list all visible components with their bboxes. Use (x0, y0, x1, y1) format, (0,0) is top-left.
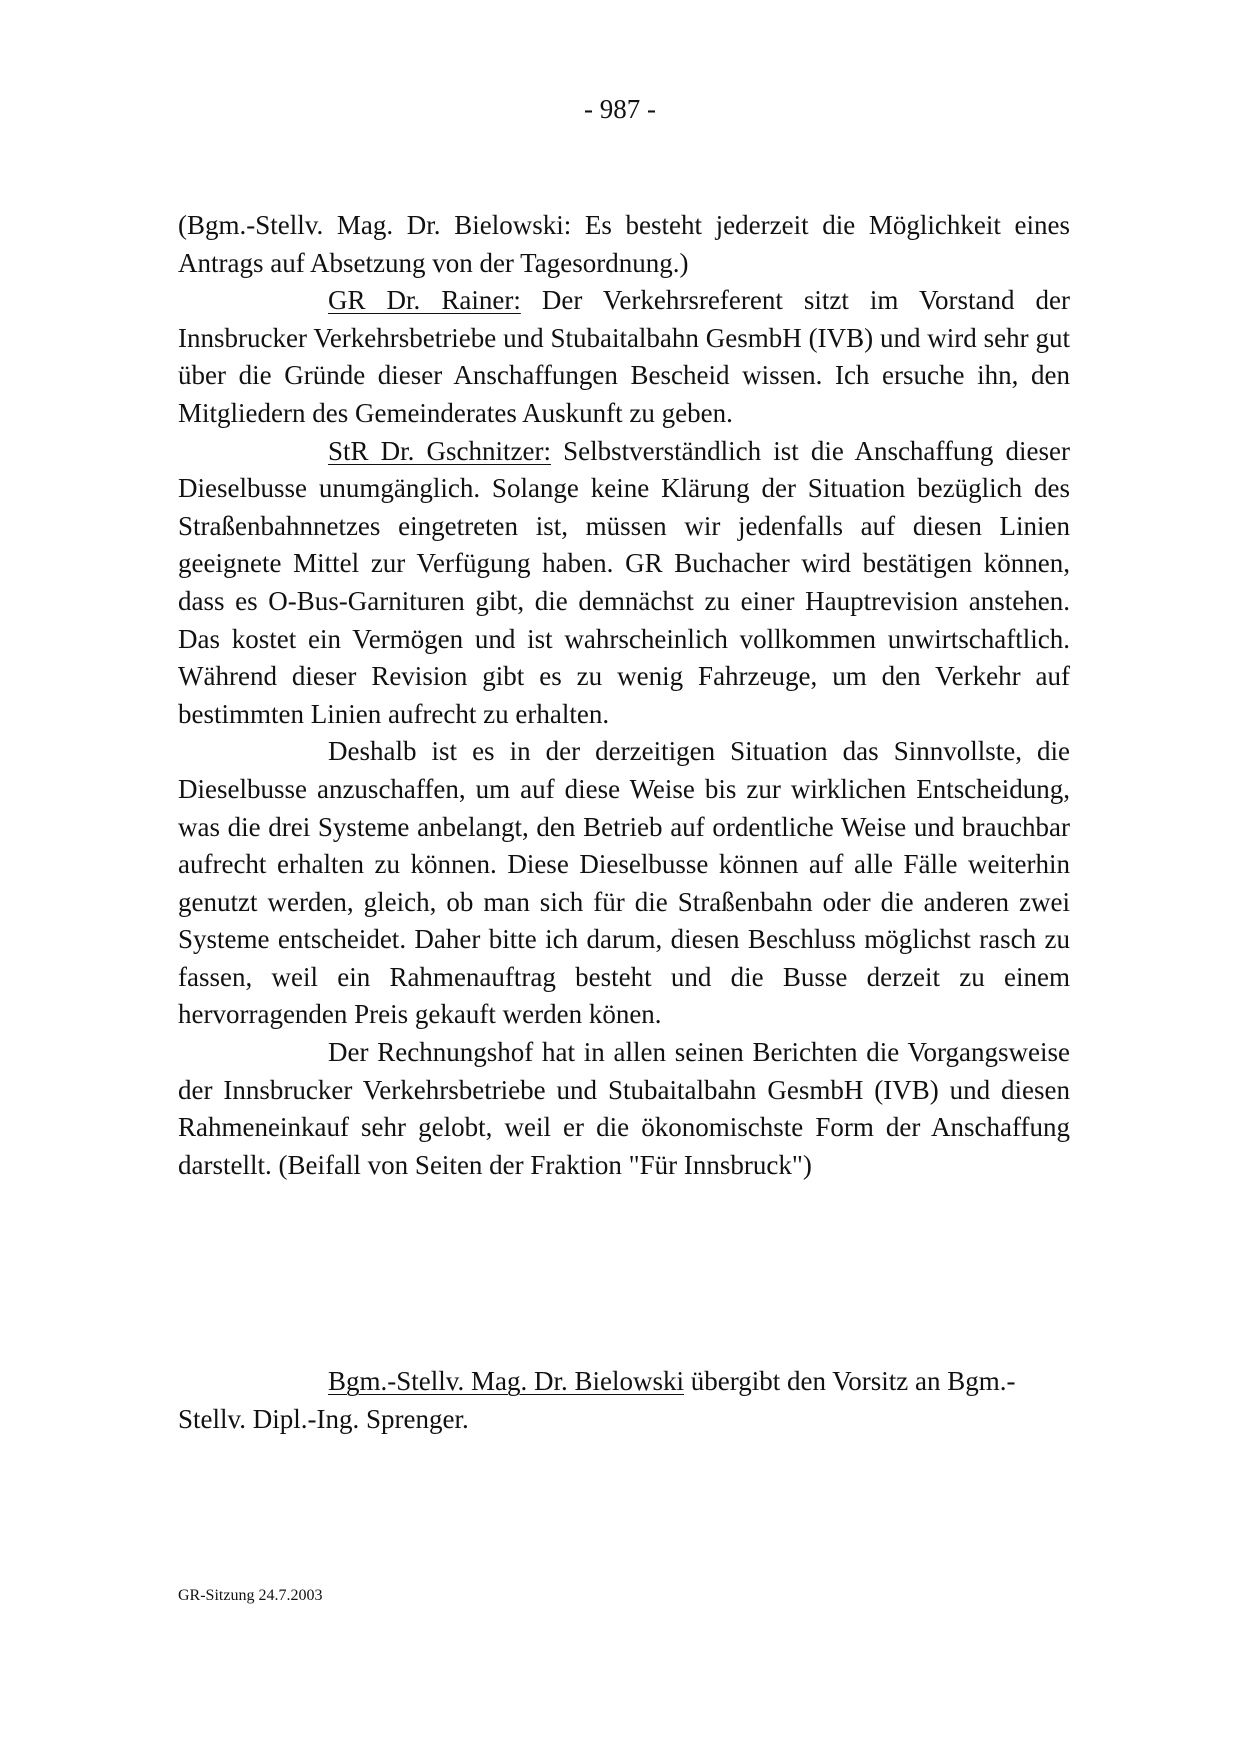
paragraph-text: Der Rechnungshof hat in allen seinen Berichten die Vorgangsweise der Innsbrucker Verkehrsbetriebe und Stubaitalbahn GesmbH (IVB) und diesen Rahmeneinkauf sehr gelobt, weil er die ökonomischste Form der Anschaffung darstellt. (Beifall von Seiten der Fraktion "Für Innsbruck") (178, 1037, 1070, 1180)
handover-text: übergibt den Vorsitz an Bgm.-Stellv. Dipl.-Ing. Sprenger. (178, 1366, 1016, 1434)
speaker-name: Bgm.-Stellv. Mag. Dr. Bielowski (328, 1366, 684, 1396)
paragraph-text: Selbstverständlich ist die Anschaffung dieser Dieselbusse unumgänglich. Solange keine Klärung der Situation bezüglich des Straßenbahnnetzes eingetreten ist, müssen wir jedenfalls auf diesen Linien geeignete Mittel zur Verfügung haben. GR Buchacher wird bestätigen können, dass es O-Bus-Garnituren gibt, die demnächst zu einer Hauptrevision anstehen. Das kostet ein Vermögen und ist wahrscheinlich vollkommen unwirtschaftlich. Während dieser Revision gibt es zu wenig Fahrzeuge, um den Verkehr auf bestimmten Linien aufrecht zu erhalten. (178, 435, 1070, 729)
document-body (178, 207, 1070, 1184)
paragraph-interjection (178, 207, 1070, 282)
page-footer: GR-Sitzung 24.7.2003 (178, 1587, 323, 1604)
paragraph-gschnitzer (178, 433, 1070, 734)
speaker-name: GR Dr. Rainer: (328, 285, 521, 316)
speaker-name: StR Dr. Gschnitzer: (328, 435, 551, 466)
page-number: - 987 - (584, 94, 656, 124)
paragraph-rechnungshof (178, 1034, 1070, 1184)
paragraph-deshalb (178, 733, 1070, 1034)
paragraph-text: Deshalb ist es in der derzeitigen Situation das Sinnvollste, die Dieselbusse anzuschaffen, um auf diese Weise bis zur wirklichen Entscheidung, was die drei Systeme anbelangt, den Betrieb auf ordentliche Weise und brauchbar aufrecht erhalten zu können. Diese Dieselbusse können auf alle Fälle weiterhin genutzt werden, gleich, ob man sich für die Straßenbahn oder die anderen zwei Systeme entscheidet. Daher bitte ich darum, diesen Beschluss möglichst rasch zu fassen, weil ein Rahmenauftrag besteht und die Busse derzeit zu einem hervorragenden Preis gekauft werden könen. (178, 736, 1070, 1030)
chair-handover-note (178, 1362, 1070, 1438)
paragraph-rainer (178, 282, 1070, 432)
paragraph-text: (Bgm.-Stellv. Mag. Dr. Bielowski: Es besteht jederzeit die Möglichkeit eines Antrags auf Absetzung von der Tagesordnung.) (178, 210, 1070, 278)
paragraph-text: Der Verkehrsreferent sitzt im Vorstand der Innsbrucker Verkehrsbetriebe und Stubaitalbahn GesmbH (IVB) und wird sehr gut über die Gründe dieser Anschaffungen Bescheid wissen. Ich ersuche ihn, den Mitgliedern des Gemeinderates Auskunft zu geben. (178, 285, 1070, 428)
